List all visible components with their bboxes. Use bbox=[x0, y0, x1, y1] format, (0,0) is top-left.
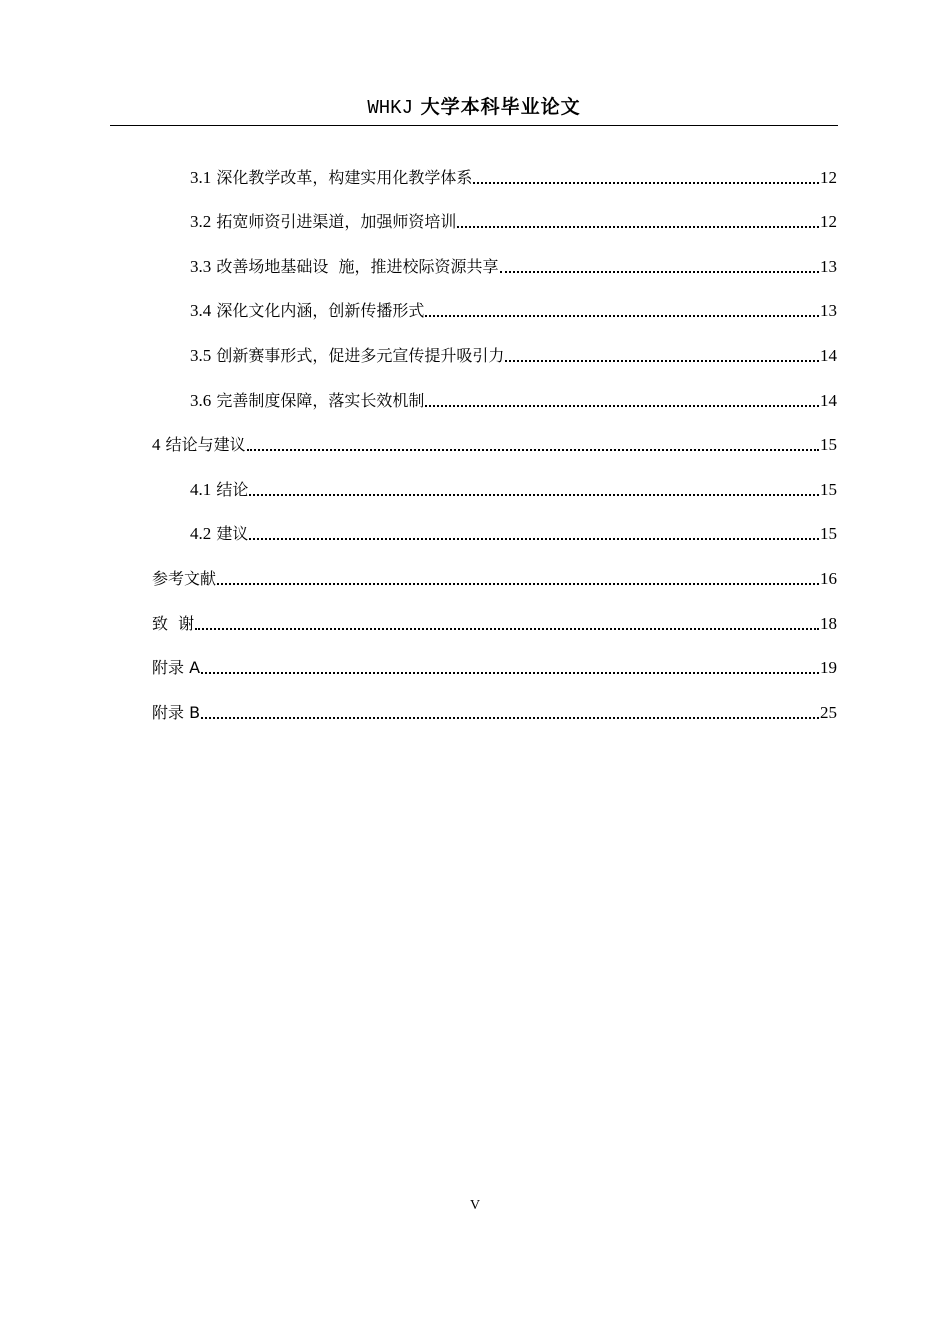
toc-leader-dots bbox=[457, 226, 819, 228]
toc-leader-dots bbox=[425, 315, 819, 317]
toc-entry-4-2[interactable] bbox=[190, 523, 837, 545]
toc-entry-text: 附录 B bbox=[152, 703, 201, 722]
toc-entry-title bbox=[190, 390, 424, 412]
toc-entry-appendix-b[interactable] bbox=[152, 702, 837, 724]
toc-entry-text: 结论 bbox=[216, 480, 249, 499]
toc-entry-page: 14 bbox=[820, 391, 837, 410]
toc-entry-number: 3.4 bbox=[190, 301, 212, 320]
toc-entry-page: 12 bbox=[820, 212, 837, 231]
toc-entry-page: 14 bbox=[820, 346, 837, 365]
toc-entry-title bbox=[190, 256, 499, 278]
toc-entry-text: 创新赛事形式，促进多元宣传提升吸引力 bbox=[216, 346, 505, 365]
toc-leader-dots bbox=[473, 182, 819, 184]
toc-entry-page: 13 bbox=[820, 257, 837, 276]
toc-entry-number: 4.1 bbox=[190, 480, 212, 499]
toc-entry-references[interactable] bbox=[152, 568, 837, 590]
toc-entry-text: 附录 A bbox=[152, 658, 201, 677]
toc-entry-title bbox=[152, 702, 200, 724]
toc-entry-acknowledgements[interactable] bbox=[152, 613, 837, 635]
toc-entry-number: 3.3 bbox=[190, 257, 212, 276]
toc-entry-title bbox=[190, 167, 472, 189]
toc-entry-title bbox=[152, 613, 194, 635]
toc-entry-title bbox=[152, 657, 200, 679]
toc-entry-number: 4 bbox=[152, 435, 161, 454]
header-title: 大学本科毕业论文 bbox=[420, 96, 581, 118]
page-number: V bbox=[469, 1198, 481, 1213]
toc-entry-text: 拓宽师资引进渠道，加强师资培训 bbox=[216, 212, 457, 231]
toc-leader-dots bbox=[217, 583, 819, 585]
toc-entry-page: 15 bbox=[820, 524, 837, 543]
toc-entry-4-1[interactable] bbox=[190, 479, 837, 501]
toc-entry-page: 18 bbox=[820, 614, 837, 633]
toc-entry-page: 15 bbox=[820, 480, 837, 499]
toc-entry-3-6[interactable] bbox=[190, 390, 837, 412]
toc-entry-title bbox=[190, 479, 248, 501]
toc-leader-dots bbox=[425, 405, 819, 407]
toc-entry-3-3[interactable] bbox=[190, 256, 837, 278]
header-latin-code: WHKJ bbox=[367, 97, 413, 119]
toc-entry-appendix-a[interactable] bbox=[152, 657, 837, 679]
toc-entry-3-2[interactable] bbox=[190, 211, 837, 233]
toc-entry-page: 12 bbox=[820, 168, 837, 187]
toc-entry-number: 3.6 bbox=[190, 391, 212, 410]
toc-entry-4[interactable] bbox=[152, 434, 837, 456]
toc-entry-text: 建议 bbox=[216, 524, 249, 543]
toc-entry-text: 致 谢 bbox=[152, 614, 195, 633]
toc-entry-text: 参考文献 bbox=[152, 569, 217, 588]
toc-entry-number: 3.2 bbox=[190, 212, 212, 231]
toc-entry-3-5[interactable] bbox=[190, 345, 837, 367]
toc-entry-title bbox=[152, 568, 216, 590]
toc-entry-3-4[interactable] bbox=[190, 300, 837, 322]
toc-entry-page: 15 bbox=[820, 435, 837, 454]
toc-leader-dots bbox=[201, 672, 819, 674]
toc-entry-page: 25 bbox=[820, 703, 837, 722]
toc-entry-text: 深化教学改革，构建实用化教学体系 bbox=[216, 168, 473, 187]
toc-entry-page: 19 bbox=[820, 658, 837, 677]
toc-entry-number: 4.2 bbox=[190, 524, 212, 543]
toc-leader-dots bbox=[505, 360, 819, 362]
toc-entry-title bbox=[190, 300, 424, 322]
toc-entry-number: 3.5 bbox=[190, 346, 212, 365]
toc-entry-text: 结论与建议 bbox=[165, 435, 246, 454]
toc-entry-title bbox=[190, 345, 504, 367]
toc-entry-text: 深化文化内涵，创新传播形式 bbox=[216, 301, 425, 320]
toc-entry-title bbox=[190, 211, 456, 233]
toc-entry-page: 16 bbox=[820, 569, 837, 588]
toc-entry-title bbox=[152, 434, 246, 456]
toc-entry-title bbox=[190, 523, 248, 545]
toc-leader-dots bbox=[247, 449, 819, 451]
toc-leader-dots bbox=[500, 271, 819, 273]
toc-entry-page: 13 bbox=[820, 301, 837, 320]
toc-leader-dots bbox=[201, 717, 819, 719]
toc-leader-dots bbox=[249, 538, 819, 540]
toc-entry-text: 完善制度保障，落实长效机制 bbox=[216, 391, 425, 410]
toc-entry-3-1[interactable] bbox=[190, 167, 837, 189]
toc-entry-number: 3.1 bbox=[190, 168, 212, 187]
toc-leader-dots bbox=[195, 628, 819, 630]
toc-entry-text: 改善场地基础设 施，推进校际资源共享 bbox=[216, 257, 499, 276]
toc-leader-dots bbox=[249, 494, 819, 496]
